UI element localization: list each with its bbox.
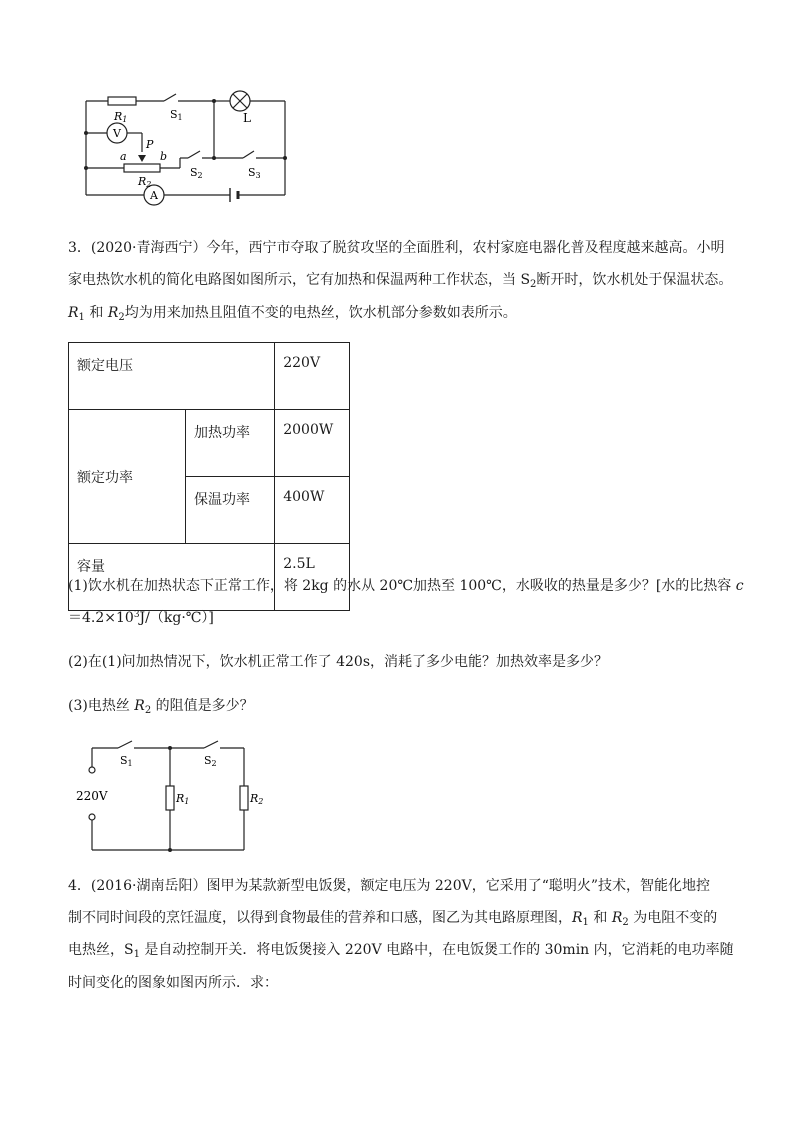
c1-label-p: P [146,138,154,151]
q3-sub-1-line-2: $=4.2\times 10^3J/(kg\cdot℃)$] [68,610,214,626]
cell-rated-voltage-value: 220V [275,343,350,410]
cell-heating-power-label: 加热功率 [186,410,275,477]
q4-line-3: 电热丝，$S_1$ 是自动控制开关．将电饭煲接入 220V 电路中，在电饭煲工作的 30min 内，它消耗的电功率随 [68,942,734,960]
c1-label-ammeter: A [150,189,158,202]
c1-label-b: b [160,150,168,163]
c1-label-r1: R1 [114,110,128,124]
c2-label-voltage: 220V [76,789,108,803]
cell-capacity-value: 2.5L [275,544,350,611]
cell-rated-power-label: 额定功率 [69,410,186,544]
q3-line-1: 3．(2020·青海西宁）今年，西宁市夺取了脱贫攻坚的全面胜利，农村家庭电器化普及程度越来越高。小明 [68,240,725,256]
q4-line-1: 4．(2016·湖南岳阳）图甲为某款新型电饭煲，额定电压为 220V，它采用了“聪明火”技术，智能化地控 [68,878,711,894]
q3-line-3: $R_1$ 和 $R_2$均为用来加热且阻值不变的电热丝，饮水机部分参数如表所示。 [68,305,517,323]
circuit-diagram-1 [80,80,300,215]
c1-label-r2: R2 [138,175,152,189]
c2-label-s1: S1 [120,754,133,768]
cell-rated-voltage-label: 额定电压 [69,343,275,410]
c2-label-r1: R1 [176,792,190,806]
parameter-table [68,342,350,611]
c1-label-voltmeter: V [113,127,121,140]
c1-label-s1: S1 [170,108,183,122]
cell-keep-warm-label: 保温功率 [186,477,275,544]
c1-label-a: a [120,150,127,163]
cell-heating-power-value: 2000W [275,410,350,477]
q3-line-2: 家电热饮水机的简化电路图如图所示，它有加热和保温两种工作状态，当 $S_2$断开时，饮水机处于保温状态。 [68,272,733,290]
q4-line-2: 制不同时间段的烹饪温度，以得到食物最佳的营养和口感，图乙为其电路原理图，$R_1$ 和 $R_2$ 为电阻不变的 [68,910,718,928]
q3-sub-3: (3)电热丝 $R_2$ 的阻值是多少？ [68,698,254,716]
q3-sub-2: (2)在(1)问加热情况下，饮水机正常工作了 420s，消耗了多少电能？加热效率是多少？ [68,654,609,670]
c1-label-s2: S2 [190,166,203,180]
c1-label-lamp: L [243,111,251,125]
cell-capacity-label: 容量 [69,544,275,611]
circuit-diagram-2 [70,740,270,858]
c2-label-s2: S2 [204,754,217,768]
c1-label-s3: S3 [248,166,261,180]
cell-keep-warm-value: 400W [275,477,350,544]
q3-sub-1-line-1: (1)饮水机在加热状态下正常工作，将 2kg 的水从 20℃加热至 100℃，水吸收的热量是多少？[水的比热容 c [68,578,744,594]
c2-label-r2: R2 [250,792,264,806]
q4-line-4: 时间变化的图象如图丙所示．求： [68,975,278,991]
